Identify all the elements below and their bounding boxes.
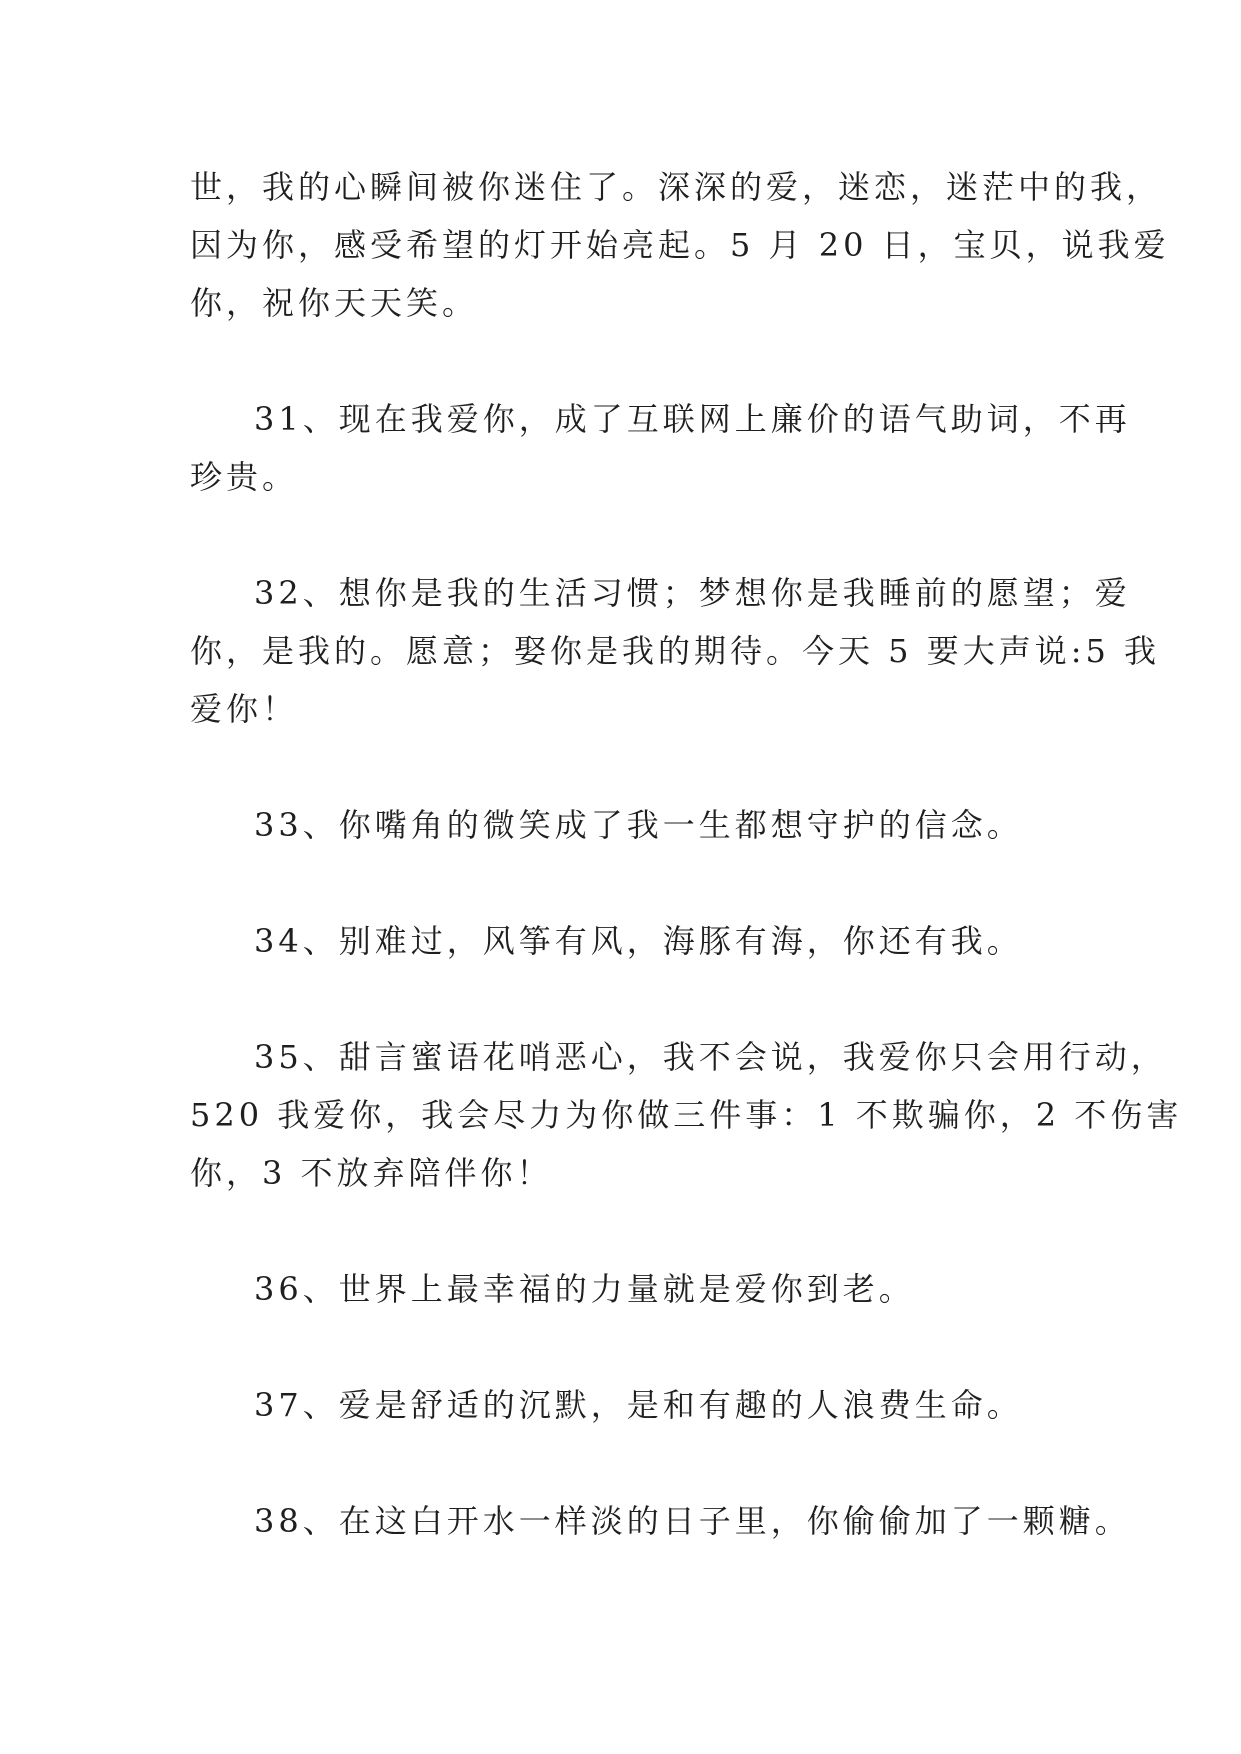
paragraph-line: 37、爱是舒适的沉默，是和有趣的人浪费生命。 [254, 1386, 1023, 1424]
paragraph-line: 你，祝你天天笑。 [190, 284, 479, 322]
paragraph-line: 32、想你是我的生活习惯；梦想你是我睡前的愿望；爱 [254, 574, 1131, 612]
paragraph-31 [190, 390, 1131, 506]
paragraph-32 [190, 564, 1161, 738]
paragraph-line: 你，是我的。愿意；娶你是我的期待。今天 5 要大声说:5 我 [190, 632, 1161, 670]
paragraph-line: 33、你嘴角的微笑成了我一生都想守护的信念。 [254, 806, 1023, 844]
paragraph-line: 35、甜言蜜语花哨恶心，我不会说，我爱你只会用行动， [254, 1038, 1167, 1076]
paragraph-33 [190, 796, 1070, 854]
paragraph-37 [190, 1376, 1070, 1434]
paragraph-line: 你，3 不放弃陪伴你！ [190, 1154, 553, 1192]
paragraph-line: 爱你！ [190, 690, 299, 728]
paragraph-line: 38、在这白开水一样淡的日子里，你偷偷加了一颗糖。 [254, 1502, 1131, 1540]
paragraph-line: 36、世界上最幸福的力量就是爱你到老。 [254, 1270, 915, 1308]
paragraph-line: 因为你，感受希望的灯开始亮起。5 月 20 日，宝贝，说我爱 [190, 226, 1170, 264]
paragraph-line: 520 我爱你，我会尽力为你做三件事：1 不欺骗你，2 不伤害 [190, 1096, 1183, 1134]
paragraph-36 [190, 1260, 1070, 1318]
paragraph-34 [190, 912, 1070, 970]
paragraph-38 [190, 1492, 1131, 1550]
paragraph-continuation [190, 158, 1170, 332]
paragraph-35 [190, 1028, 1183, 1202]
paragraph-line: 34、别难过，风筝有风，海豚有海，你还有我。 [254, 922, 1023, 960]
paragraph-line: 珍贵。 [190, 458, 299, 496]
paragraph-line: 31、现在我爱你，成了互联网上廉价的语气助词，不再 [254, 400, 1131, 438]
paragraph-line: 世，我的心瞬间被你迷住了。深深的爱，迷恋，迷茫中的我， [190, 168, 1163, 206]
